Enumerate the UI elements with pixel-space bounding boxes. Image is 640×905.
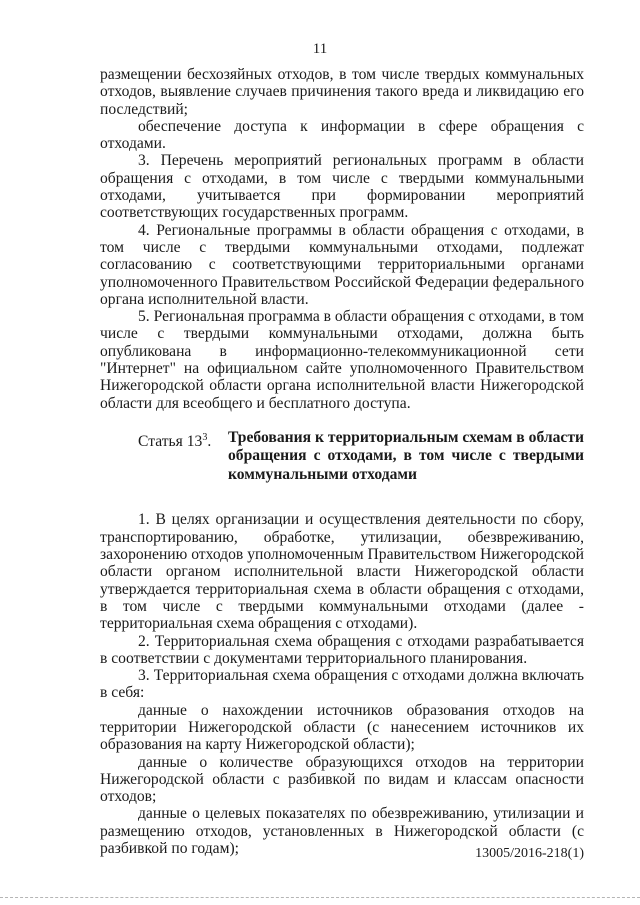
scan-edge-divider xyxy=(0,897,640,901)
paragraph: 5. Региональная программа в области обращения с отходами, в том числе с твердыми коммунальными отходами, должна быть опубликована в информационно-телекоммуникационной сети "Интернет" на официальном сайте уполномоченного Правительством Нижегородской области органа исполнительной власти Нижегородской области для всеобщего и бесплатного доступа. xyxy=(100,308,584,412)
paragraph: размещении бесхозяйных отходов, в том числе твердых коммунальных отходов, выявление случаев причинения такого вреда и ликвидацию его последствий; xyxy=(100,66,584,118)
paragraph: данные о целевых показателях по обезвреживанию, утилизации и размещению отходов, установленных в Нижегородской области (с разбивкой по годам); xyxy=(100,805,584,858)
paragraph: 3. Перечень мероприятий региональных программ в области обращения с отходами, в том числе с твердыми коммунальными отходами, учитывается при формировании мероприятий соответствующих государственных программ. xyxy=(100,152,584,222)
document-code: 13005/2016-218(1) xyxy=(475,846,584,861)
document-body xyxy=(100,66,584,857)
article-label-suffix: . xyxy=(207,433,212,451)
article-label-text: Статья 13 xyxy=(138,433,203,451)
paragraph: 3. Территориальная схема обращения с отходами должна включать в себя: xyxy=(100,667,584,702)
paragraph: данные о нахождении источников образования отходов на территории Нижегородской области (с нанесением источников их образования на карту Нижегородской области); xyxy=(100,701,584,754)
paragraphs-after xyxy=(100,511,584,857)
page-number: 11 xyxy=(312,41,328,57)
paragraph: 1. В целях организации и осуществления деятельности по сбору, транспортированию, обработке, утилизации, обезвреживанию, захоронению отходов уполномоченным Правительством Нижегородской области органом исполнительной власти Нижегородской области утверждается территориальная схема в области обращения с отходами, в том числе с твердыми коммунальными отходами (далее - территориальная схема обращения с отходами). xyxy=(100,511,584,633)
paragraph: обеспечение доступа к информации в сфере обращения с отходами. xyxy=(100,117,584,153)
paragraph: данные о количестве образующихся отходов на территории Нижегородской области с разбивкой по видам и классам опасности отходов; xyxy=(100,753,584,806)
paragraphs-before xyxy=(100,66,584,412)
article-number xyxy=(100,429,228,485)
article-heading xyxy=(100,429,584,485)
article-label-superscript: 3 xyxy=(202,431,208,443)
paragraph: 2. Территориальная схема обращения с отходами разрабатывается в соответствии с документами территориального планирования. xyxy=(100,632,584,667)
article-title: Требования к территориальным схемам в области обращения с отходами, в том числе с твердыми коммунальными отходами xyxy=(228,428,584,483)
paragraph: 4. Региональные программы в области обращения с отходами, в том числе с твердыми коммунальными отходами, подлежат согласованию с соответствующими территориальными органами уполномоченного Правительством Российской Федерации федерального органа исполнительной власти. xyxy=(100,221,584,308)
